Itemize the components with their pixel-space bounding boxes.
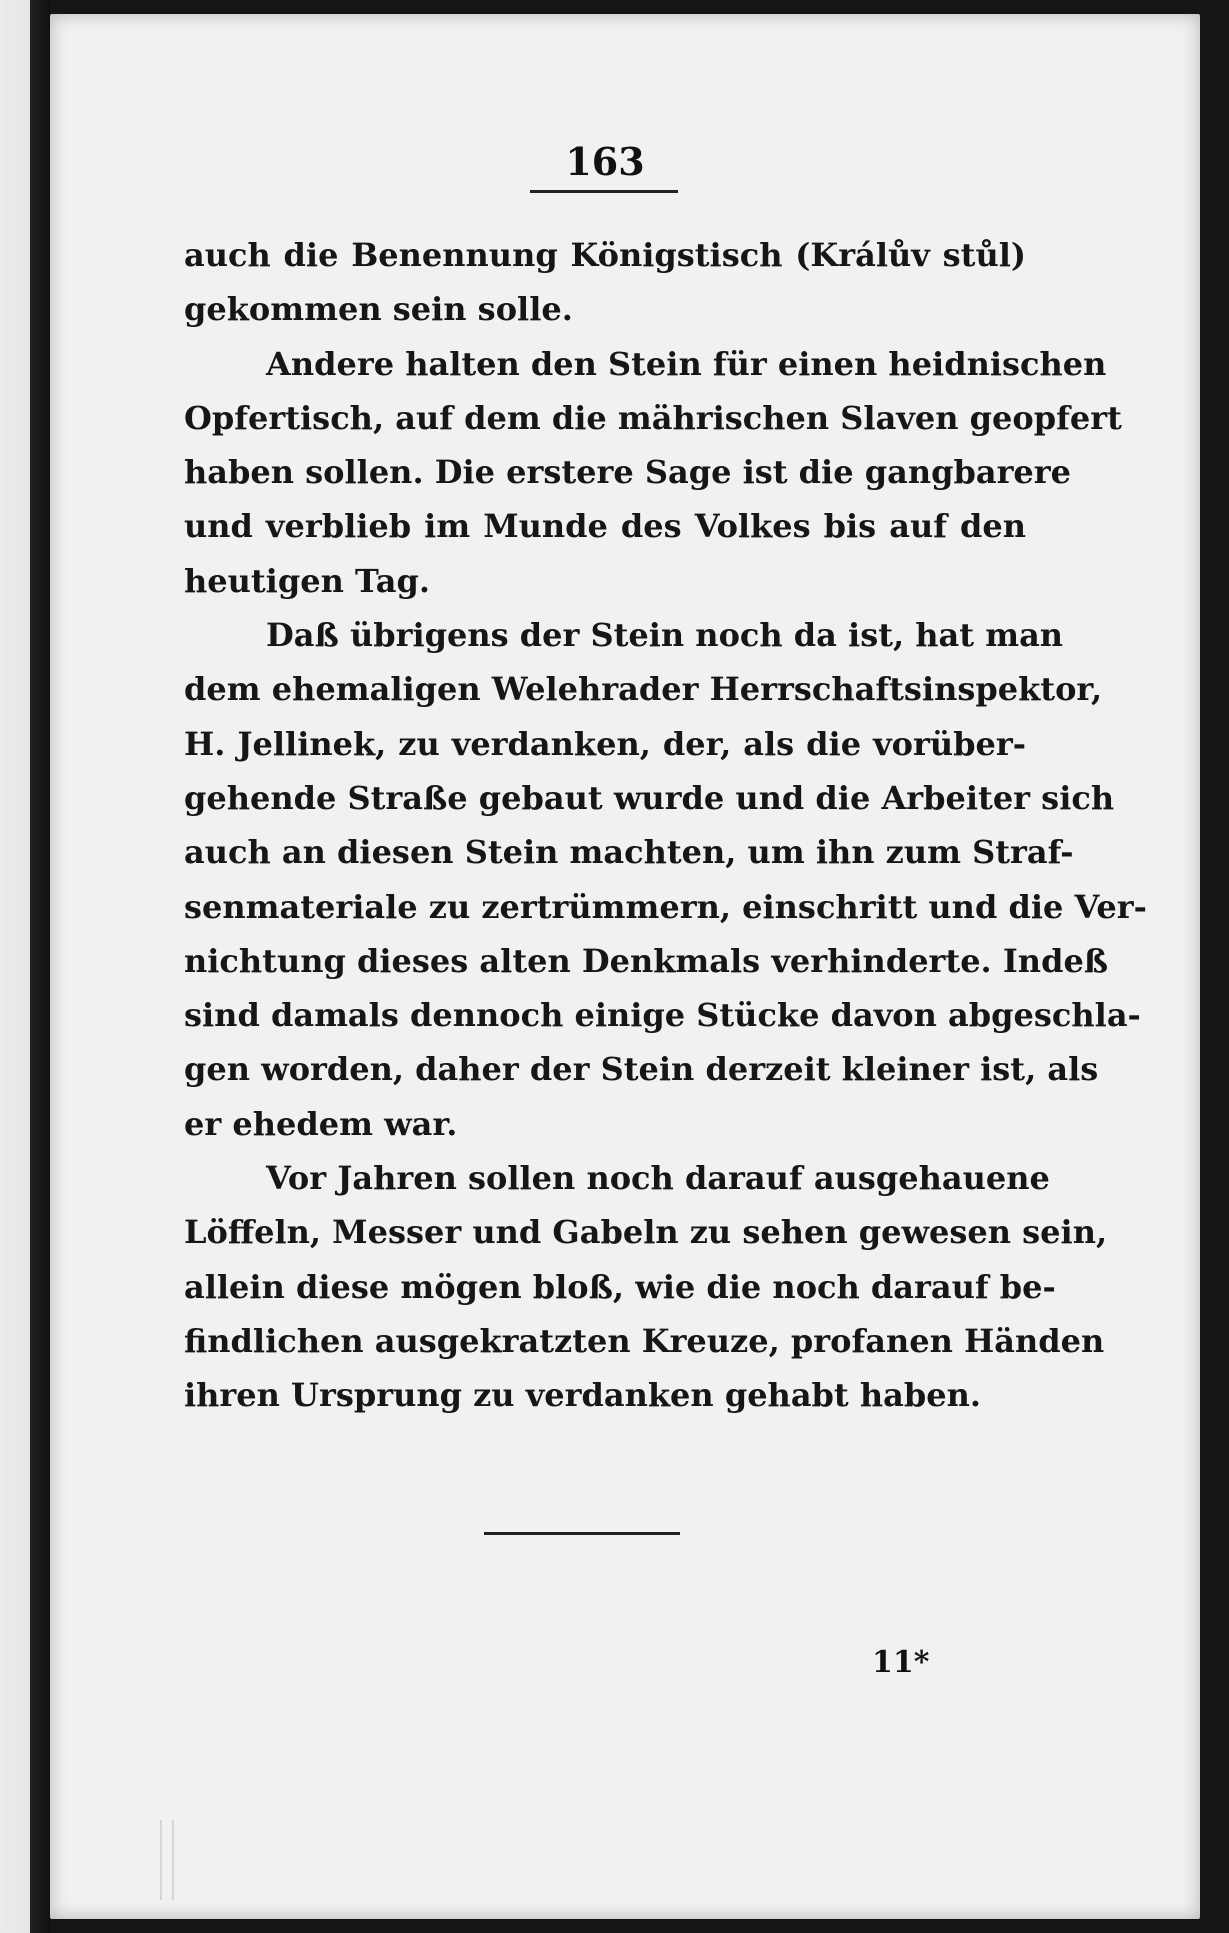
closing-rule <box>484 1532 680 1535</box>
text-line: Vor Jahren sollen noch darauf ausgehauene <box>266 1159 1050 1198</box>
text-line: nichtung dieses alten Denkmals verhinderte. Indeß <box>184 941 1109 980</box>
body-text <box>184 228 1147 1423</box>
header-rule <box>530 190 678 193</box>
page-number: 163 <box>565 139 645 184</box>
paragraph <box>184 337 1122 608</box>
text-line: auch die Benennung Königstisch (Králův stůl) <box>184 236 1026 274</box>
text-line: gekommen sein solle. <box>184 290 573 329</box>
text-line: sind damals dennoch einige Stücke davon abgeschla- <box>184 996 1141 1035</box>
text-line: senmateriale zu zertrümmern, einschritt und die Ver- <box>184 887 1147 926</box>
paragraph <box>184 1151 1108 1422</box>
left-page-edge <box>0 0 50 1933</box>
text-line: Andere halten den Stein für einen heidnischen <box>266 344 1107 383</box>
text-line: haben sollen. Die erstere Sage ist die gangbarere <box>184 453 1071 492</box>
text-line: heutigen Tag. <box>184 561 430 600</box>
signature-mark: 11* <box>872 1645 930 1680</box>
text-line: gehende Straße gebaut wurde und die Arbeiter sich <box>184 778 1115 817</box>
text-line: findlichen ausgekratzten Kreuze, profanen Händen <box>184 1321 1105 1360</box>
text-line: Opfertisch, auf dem die mährischen Slaven geopfert <box>184 398 1122 437</box>
text-line: allein diese mögen bloß, wie die noch darauf be- <box>184 1267 1056 1306</box>
text-line: gen worden, daher der Stein derzeit kleiner ist, als <box>184 1050 1099 1089</box>
text-line: er ehedem war. <box>184 1104 458 1143</box>
text-line: Daß übrigens der Stein noch da ist, hat man <box>266 616 1064 655</box>
text-line: ihren Ursprung zu verdanken gehabt haben. <box>184 1376 981 1415</box>
text-line: H. Jellinek, zu verdanken, der, als die vorüber- <box>184 724 1026 763</box>
paragraph <box>184 608 1147 1151</box>
text-line: dem ehemaligen Welehrader Herrschaftsinspektor, <box>184 670 1103 709</box>
text-line: auch an diesen Stein machten, um ihn zum Straf- <box>184 833 1074 872</box>
text-line: Löffeln, Messer und Gabeln zu sehen gewesen sein, <box>184 1213 1108 1252</box>
scan-artifact <box>160 1820 174 1900</box>
paragraph <box>184 228 1026 337</box>
text-line: und verblieb im Munde des Volkes bis auf den <box>184 507 1026 546</box>
